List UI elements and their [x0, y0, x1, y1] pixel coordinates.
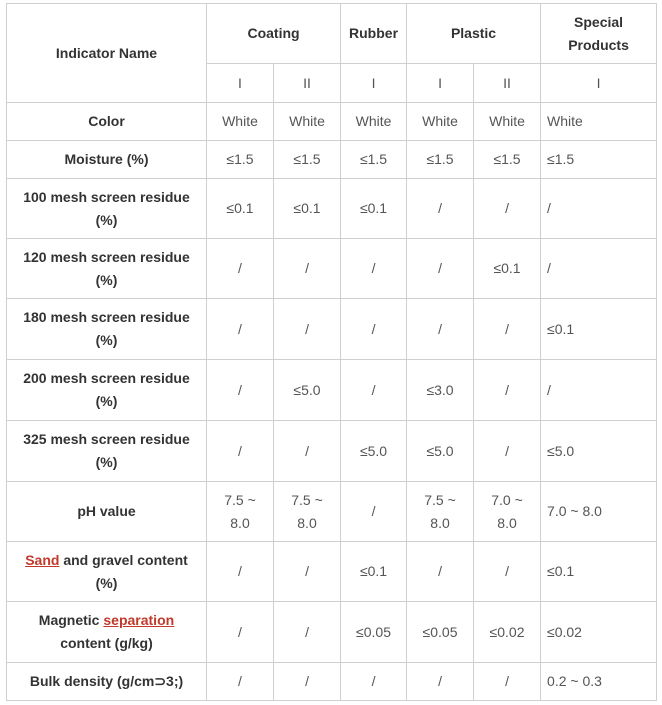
- indicator-label-rest: content (g/kg): [60, 635, 153, 651]
- indicator-name-header: Indicator Name: [7, 4, 207, 103]
- special-products-header: Special Products: [541, 4, 657, 64]
- value-cell: ≤0.1: [207, 179, 274, 239]
- coating-header: Coating: [207, 4, 341, 64]
- value-cell: White: [274, 103, 341, 141]
- value-cell: 7.5 ~ 8.0: [274, 482, 341, 542]
- indicator-label-rest: and gravel content (%): [59, 551, 188, 591]
- table-row: [7, 299, 657, 360]
- value-cell: ≤1.5: [207, 141, 274, 179]
- table-row: [7, 482, 657, 542]
- value-cell: ≤0.1: [541, 542, 657, 602]
- value-cell: ≤0.02: [474, 602, 541, 663]
- value-cell: ≤1.5: [274, 141, 341, 179]
- table-row: [7, 179, 657, 239]
- value-cell: White: [474, 103, 541, 141]
- value-cell: /: [407, 663, 474, 701]
- value-cell: ≤0.02: [541, 602, 657, 663]
- table-row: [7, 421, 657, 482]
- value-cell: /: [207, 299, 274, 360]
- value-cell: /: [274, 602, 341, 663]
- value-cell: /: [207, 542, 274, 602]
- value-cell: ≤3.0: [407, 360, 474, 421]
- table-row: [7, 542, 657, 602]
- grade-cell: I: [541, 64, 657, 103]
- header-row: [7, 4, 657, 64]
- value-cell: ≤0.1: [541, 299, 657, 360]
- value-cell: /: [407, 542, 474, 602]
- specification-table: [6, 3, 657, 701]
- indicator-link[interactable]: separation: [103, 612, 175, 628]
- value-cell: /: [541, 239, 657, 299]
- value-cell: /: [541, 179, 657, 239]
- value-cell: ≤0.1: [341, 542, 407, 602]
- value-cell: /: [274, 239, 341, 299]
- table-row: [7, 239, 657, 299]
- table-row: [7, 360, 657, 421]
- indicator-label: Moisture (%): [7, 141, 207, 179]
- indicator-label-prefix: Magnetic: [38, 612, 104, 628]
- indicator-label: 100 mesh screen residue (%): [7, 179, 207, 239]
- value-cell: /: [207, 239, 274, 299]
- value-cell: /: [474, 421, 541, 482]
- value-cell: /: [407, 299, 474, 360]
- value-cell: 0.2 ~ 0.3: [541, 663, 657, 701]
- value-cell: ≤5.0: [274, 360, 341, 421]
- value-cell: /: [474, 299, 541, 360]
- grade-cell: II: [474, 64, 541, 103]
- table-row: [7, 663, 657, 701]
- table-row: [7, 141, 657, 179]
- value-cell: ≤0.1: [474, 239, 541, 299]
- value-cell: /: [341, 299, 407, 360]
- value-cell: /: [341, 360, 407, 421]
- indicator-label: 180 mesh screen residue (%): [7, 299, 207, 360]
- value-cell: ≤5.0: [407, 421, 474, 482]
- value-cell: /: [407, 239, 474, 299]
- indicator-label: Bulk density (g/cm⊃3;): [7, 663, 207, 701]
- grade-cell: II: [274, 64, 341, 103]
- value-cell: ≤1.5: [407, 141, 474, 179]
- value-cell: /: [341, 663, 407, 701]
- value-cell: ≤0.1: [274, 179, 341, 239]
- value-cell: /: [207, 602, 274, 663]
- value-cell: 7.5 ~ 8.0: [207, 482, 274, 542]
- value-cell: /: [274, 421, 341, 482]
- value-cell: ≤5.0: [341, 421, 407, 482]
- value-cell: /: [207, 421, 274, 482]
- value-cell: 7.5 ~ 8.0: [407, 482, 474, 542]
- table-body: [7, 103, 657, 701]
- indicator-link[interactable]: Sand: [25, 551, 60, 568]
- value-cell: White: [407, 103, 474, 141]
- indicator-label: pH value: [7, 482, 207, 542]
- table-row: [7, 103, 657, 141]
- indicator-label: Color: [7, 103, 207, 141]
- grade-cell: I: [407, 64, 474, 103]
- indicator-label: [7, 542, 207, 602]
- value-cell: White: [341, 103, 407, 141]
- rubber-header: Rubber: [341, 4, 407, 64]
- value-cell: /: [341, 482, 407, 542]
- value-cell: /: [474, 360, 541, 421]
- value-cell: 7.0 ~ 8.0: [474, 482, 541, 542]
- value-cell: /: [474, 179, 541, 239]
- value-cell: /: [541, 360, 657, 421]
- indicator-label: 325 mesh screen residue (%): [7, 421, 207, 482]
- value-cell: ≤0.1: [341, 179, 407, 239]
- value-cell: /: [207, 360, 274, 421]
- value-cell: ≤0.05: [341, 602, 407, 663]
- indicator-label: [7, 602, 207, 663]
- value-cell: /: [407, 179, 474, 239]
- value-cell: White: [541, 103, 657, 141]
- grade-cell: I: [341, 64, 407, 103]
- value-cell: 7.0 ~ 8.0: [541, 482, 657, 542]
- table-row: [7, 602, 657, 663]
- value-cell: ≤5.0: [541, 421, 657, 482]
- value-cell: /: [274, 299, 341, 360]
- value-cell: /: [274, 663, 341, 701]
- value-cell: ≤1.5: [341, 141, 407, 179]
- grade-cell: I: [207, 64, 274, 103]
- value-cell: /: [474, 663, 541, 701]
- plastic-header: Plastic: [407, 4, 541, 64]
- value-cell: /: [274, 542, 341, 602]
- indicator-label: 200 mesh screen residue (%): [7, 360, 207, 421]
- value-cell: /: [474, 542, 541, 602]
- value-cell: ≤0.05: [407, 602, 474, 663]
- value-cell: ≤1.5: [541, 141, 657, 179]
- value-cell: /: [207, 663, 274, 701]
- indicator-label: 120 mesh screen residue (%): [7, 239, 207, 299]
- value-cell: ≤1.5: [474, 141, 541, 179]
- value-cell: /: [341, 239, 407, 299]
- value-cell: White: [207, 103, 274, 141]
